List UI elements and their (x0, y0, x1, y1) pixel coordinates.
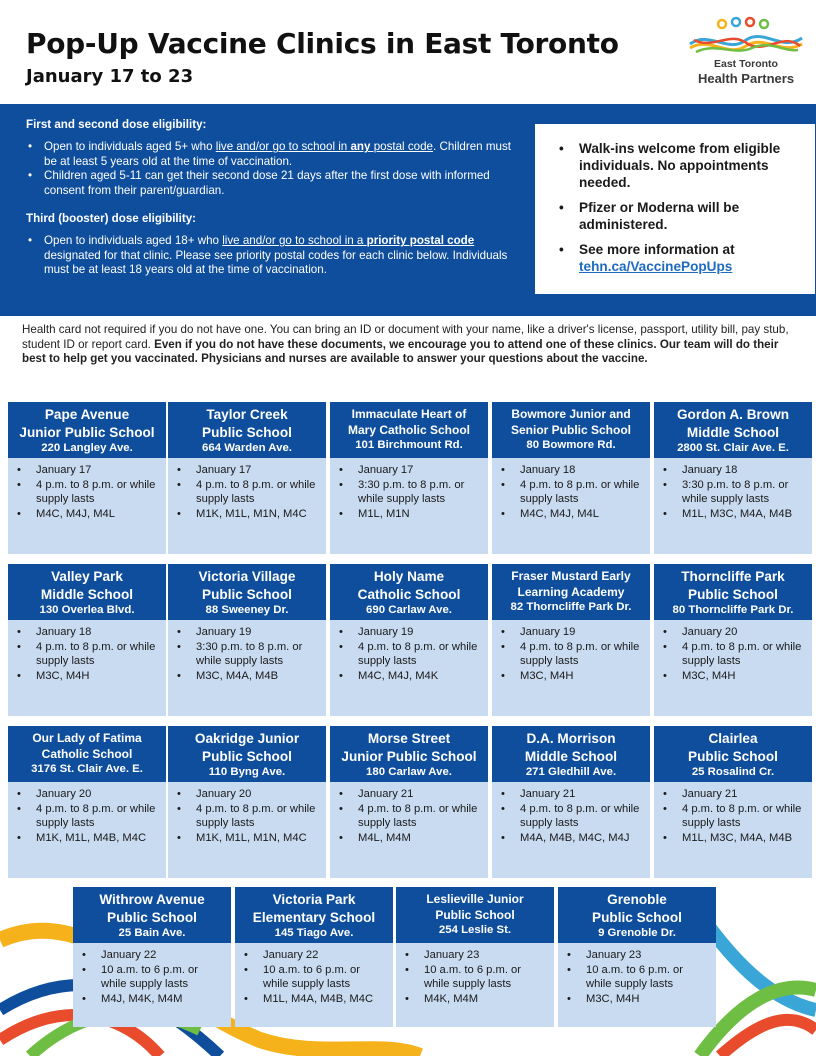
first-second-dose-bullet-1: • Open to individuals aged 5+ who live and/or go to school in any postal code. Children must be at least 5 years old at the time of vaccination. (26, 140, 512, 169)
clinic-name-line-2: Public School (202, 424, 292, 440)
clinic-card (654, 402, 812, 554)
clinic-date: • January 22 (241, 948, 387, 963)
clinic-time: • 10 a.m. to 6 p.m. or while supply lasts (564, 963, 710, 992)
clinic-card-details (654, 458, 812, 554)
clinic-postal-codes: • M1K, M1L, M4B, M4C (14, 831, 160, 846)
clinic-card (168, 402, 326, 554)
clinic-card-details (654, 620, 812, 716)
clinic-name: Morse Street (367, 731, 451, 746)
clinic-card (330, 726, 488, 878)
clinic-postal-codes: • M4C, M4J, M4K (336, 669, 482, 684)
clinic-date: • January 21 (660, 787, 806, 802)
clinic-address: 220 Langley Ave. (41, 442, 133, 454)
info-walk-ins: • Walk-ins welcome from eligible individuals. No appointments needed. (557, 140, 801, 191)
clinic-card-details (654, 782, 812, 878)
clinic-card-header (558, 887, 716, 943)
clinic-card-details (396, 943, 554, 1027)
clinic-date: • January 20 (174, 787, 320, 802)
clinic-time: • 4 p.m. to 8 p.m. or while supply lasts (660, 640, 806, 669)
clinic-name: Bowmore Junior and (511, 407, 631, 421)
clinic-card (330, 402, 488, 554)
clinic-name-line-2: Public School (202, 748, 292, 764)
clinic-name-line-2: Public School (435, 908, 515, 922)
clinic-card-header (492, 402, 650, 458)
clinic-postal-codes: • M3C, M4H (498, 669, 644, 684)
clinic-date: • January 17 (14, 463, 160, 478)
clinic-name-line-2: Junior Public School (341, 748, 477, 764)
clinic-name: Fraser Mustard Early (511, 569, 631, 583)
clinic-name-line-2: Senior Public School (510, 423, 632, 437)
clinic-address: 690 Carlaw Ave. (366, 604, 452, 616)
clinic-address: 145 Tiago Ave. (274, 927, 354, 939)
clinic-card (492, 402, 650, 554)
clinic-card-header (8, 564, 166, 620)
clinic-time: • 3:30 p.m. to 8 p.m. or while supply lasts (660, 478, 806, 507)
clinic-date: • January 17 (174, 463, 320, 478)
clinic-time: • 4 p.m. to 8 p.m. or while supply lasts (336, 802, 482, 831)
clinic-address: 271 Gledhill Ave. (525, 766, 617, 778)
clinic-postal-codes: • M4C, M4J, M4L (498, 507, 644, 522)
clinic-name-line-2: Public School (107, 909, 197, 925)
clinic-card-header (330, 402, 488, 458)
clinic-card (654, 726, 812, 878)
info-vaccine-brands: • Pfizer or Moderna will be administered. (557, 199, 801, 233)
clinic-card (558, 887, 716, 1027)
clinic-card-header (654, 564, 812, 620)
clinic-name: Withrow Avenue (99, 892, 205, 907)
clinic-card-header (168, 564, 326, 620)
logo-line-2: Health Partners (697, 71, 795, 86)
clinic-card (235, 887, 393, 1027)
clinic-name-line-2: Public School (688, 586, 778, 602)
clinic-card (330, 564, 488, 716)
clinic-card-details (168, 620, 326, 716)
clinic-card-header (330, 726, 488, 782)
clinic-name: Grenoble (607, 892, 667, 907)
clinic-card-header (654, 402, 812, 458)
clinic-time: • 10 a.m. to 6 p.m. or while supply lasts (79, 963, 225, 992)
clinic-postal-codes: • M3C, M4H (660, 669, 806, 684)
clinic-time: • 4 p.m. to 8 p.m. or while supply lasts (14, 802, 160, 831)
clinic-card (168, 564, 326, 716)
clinic-card-header (8, 402, 166, 458)
clinic-name-line-2: Public School (688, 748, 778, 764)
clinic-postal-codes: • M1L, M1N (336, 507, 482, 522)
clinic-address: 25 Bain Ave. (118, 927, 186, 939)
clinic-date: • January 23 (402, 948, 548, 963)
clinic-card-details (8, 782, 166, 878)
clinic-name-line-2: Middle School (40, 586, 134, 602)
clinic-name: Thorncliffe Park (681, 569, 785, 584)
clinic-name-line-2: Learning Academy (517, 585, 625, 599)
clinic-card-header (492, 564, 650, 620)
clinic-time: • 4 p.m. to 8 p.m. or while supply lasts (174, 478, 320, 507)
clinic-postal-codes: • M4C, M4J, M4L (14, 507, 160, 522)
header (26, 26, 619, 87)
clinic-card (654, 564, 812, 716)
clinic-time: • 4 p.m. to 8 p.m. or while supply lasts (14, 640, 160, 669)
third-dose-list (26, 234, 512, 277)
clinic-address: 88 Sweeney Dr. (205, 604, 289, 616)
clinic-card-details (492, 620, 650, 716)
clinic-card-details (330, 458, 488, 554)
clinic-time: • 4 p.m. to 8 p.m. or while supply lasts (14, 478, 160, 507)
clinic-card (73, 887, 231, 1027)
clinic-name: Victoria Village (198, 569, 296, 584)
clinic-name-line-2: Catholic School (357, 586, 461, 602)
clinic-date: • January 18 (14, 625, 160, 640)
clinic-address: 254 Leslie St. (438, 924, 512, 936)
clinic-address: 80 Bowmore Rd. (526, 439, 616, 451)
first-second-dose-heading: First and second dose eligibility: (26, 118, 207, 131)
clinic-address: 80 Thorncliffe Park Dr. (672, 604, 794, 616)
clinic-date: • January 19 (498, 625, 644, 640)
clinic-name-line-2: Public School (592, 909, 682, 925)
clinic-name-line-2: Public School (202, 586, 292, 602)
clinic-name-line-2: Mary Catholic School (347, 423, 471, 437)
clinic-address: 3176 St. Clair Ave. E. (31, 763, 143, 775)
clinic-card (168, 726, 326, 878)
clinic-card-details (168, 458, 326, 554)
clinic-name: Valley Park (51, 569, 123, 584)
clinic-time: • 10 a.m. to 6 p.m. or while supply lasts (402, 963, 548, 992)
clinic-postal-codes: • M4A, M4B, M4C, M4J (498, 831, 644, 846)
clinic-address: 110 Byng Ave. (208, 766, 286, 778)
clinic-name-line-2: Elementary School (252, 909, 376, 925)
third-dose-bullet-1: • Open to individuals aged 18+ who live and/or go to school in a priority postal code designated for that clinic. Please see priority postal codes for each clinic below. Individuals must be at least 18 years old at the time of vaccination. (26, 234, 512, 277)
clinic-card (8, 564, 166, 716)
clinic-card-details (8, 458, 166, 554)
clinic-date: • January 23 (564, 948, 710, 963)
clinic-address: 180 Carlaw Ave. (366, 766, 452, 778)
clinic-date: • January 21 (336, 787, 482, 802)
clinic-card-header (168, 402, 326, 458)
page-subtitle: January 17 to 23 (26, 66, 194, 87)
health-card-note: Health card not required if you do not have one. You can bring an ID or document with your name, like a driver's license, passport, utility bill, pay stub, student ID or report card. Even if you do not have these documents, we encourage you to attend one of these clinics. Our team will do their best to help get you vaccinated. Physicians and nurses are available to answer your questions about the vaccine. (22, 323, 789, 366)
first-second-dose-bullet-2: • Children aged 5-11 can get their second dose 21 days after the first dose with informed consent from their parent/guardian. (26, 169, 512, 198)
clinic-postal-codes: • M3C, M4A, M4B (174, 669, 320, 684)
clinic-postal-codes: • M3C, M4H (564, 992, 710, 1007)
clinic-name: Immaculate Heart of (351, 407, 467, 421)
clinic-card (492, 564, 650, 716)
clinic-name: Gordon A. Brown (676, 407, 789, 422)
clinic-time: • 4 p.m. to 8 p.m. or while supply lasts (498, 478, 644, 507)
clinic-postal-codes: • M1L, M3C, M4A, M4B (660, 831, 806, 846)
clinic-name: D.A. Morrison (526, 731, 616, 746)
clinic-postal-codes: • M4L, M4M (336, 831, 482, 846)
clinic-date: • January 21 (498, 787, 644, 802)
clinic-card-header (235, 887, 393, 943)
clinic-postal-codes: • M1K, M1L, M1N, M4C (174, 507, 320, 522)
clinic-name-line-2: Middle School (524, 748, 618, 764)
clinic-address: 9 Grenoble Dr. (598, 927, 676, 939)
clinic-name: Leslieville Junior (426, 892, 524, 906)
clinic-card-header (8, 726, 166, 782)
clinic-postal-codes: • M4K, M4M (402, 992, 548, 1007)
clinic-address: 82 Thorncliffe Park Dr. (510, 601, 632, 613)
clinic-name: Taylor Creek (206, 407, 288, 422)
clinic-postal-codes: • M3C, M4H (14, 669, 160, 684)
clinic-date: • January 20 (660, 625, 806, 640)
clinic-time: • 3:30 p.m. to 8 p.m. or while supply lasts (174, 640, 320, 669)
info-box (535, 124, 815, 294)
first-second-dose-list (26, 140, 512, 198)
clinic-date: • January 19 (336, 625, 482, 640)
clinic-card-header (492, 726, 650, 782)
clinic-time: • 10 a.m. to 6 p.m. or while supply lasts (241, 963, 387, 992)
clinic-date: • January 18 (660, 463, 806, 478)
clinic-card-header (168, 726, 326, 782)
clinic-card-details (8, 620, 166, 716)
clinic-name: Oakridge Junior (194, 731, 300, 746)
clinic-card-details (492, 458, 650, 554)
east-toronto-health-partners-logo (684, 16, 808, 92)
clinic-card (396, 887, 554, 1027)
clinic-card-details (330, 620, 488, 716)
clinic-time: • 4 p.m. to 8 p.m. or while supply lasts (660, 802, 806, 831)
clinic-postal-codes: • M1K, M1L, M1N, M4C (174, 831, 320, 846)
clinic-name: Pape Avenue (44, 407, 130, 422)
people-waves-icon (684, 16, 808, 58)
clinic-name: Our Lady of Fatima (32, 731, 142, 745)
clinic-name: Clairlea (708, 731, 758, 746)
clinic-date: • January 18 (498, 463, 644, 478)
clinic-date: • January 20 (14, 787, 160, 802)
clinic-card-header (654, 726, 812, 782)
clinic-time: • 4 p.m. to 8 p.m. or while supply lasts (336, 640, 482, 669)
clinic-card-header (330, 564, 488, 620)
clinic-name: Holy Name (373, 569, 445, 584)
clinic-card-details (558, 943, 716, 1027)
clinic-postal-codes: • M4J, M4K, M4M (79, 992, 225, 1007)
clinic-card-header (73, 887, 231, 943)
clinic-address: 101 Birchmount Rd. (355, 439, 463, 451)
clinic-date: • January 17 (336, 463, 482, 478)
clinic-card-details (330, 782, 488, 878)
clinic-card (8, 726, 166, 878)
clinic-name-line-2: Junior Public School (19, 424, 155, 440)
clinic-card-details (168, 782, 326, 878)
clinic-postal-codes: • M1L, M3C, M4A, M4B (660, 507, 806, 522)
clinic-address: 25 Rosalind Cr. (691, 766, 775, 778)
clinic-name: Victoria Park (272, 892, 356, 907)
clinic-card-details (235, 943, 393, 1027)
clinic-card (8, 402, 166, 554)
clinic-postal-codes: • M1L, M4A, M4B, M4C (241, 992, 387, 1007)
clinic-card-header (396, 887, 554, 943)
clinic-address: 2800 St. Clair Ave. E. (677, 442, 789, 454)
clinic-name-line-2: Middle School (686, 424, 780, 440)
page-title: Pop-Up Vaccine Clinics in East Toronto (26, 27, 619, 60)
clinic-date: • January 19 (174, 625, 320, 640)
clinic-time: • 4 p.m. to 8 p.m. or while supply lasts (498, 802, 644, 831)
clinic-time: • 3:30 p.m. to 8 p.m. or while supply lasts (336, 478, 482, 507)
clinic-card (492, 726, 650, 878)
third-dose-heading: Third (booster) dose eligibility: (26, 212, 197, 226)
vaccine-popups-link[interactable]: tehn.ca/VaccinePopUps (579, 259, 733, 274)
clinic-time: • 4 p.m. to 8 p.m. or while supply lasts (498, 640, 644, 669)
clinic-address: 664 Warden Ave. (202, 442, 292, 454)
logo-line-1: East Toronto (714, 58, 778, 70)
clinic-card-details (492, 782, 650, 878)
clinic-date: • January 22 (79, 948, 225, 963)
clinic-name-line-2: Catholic School (41, 747, 133, 761)
clinic-time: • 4 p.m. to 8 p.m. or while supply lasts (174, 802, 320, 831)
info-more-information: • See more information at tehn.ca/VaccinePopUps (557, 241, 801, 275)
eligibility-section (26, 118, 512, 292)
clinic-card-details (73, 943, 231, 1027)
clinic-address: 130 Overlea Blvd. (39, 604, 135, 616)
logo-wordmark (684, 58, 808, 87)
